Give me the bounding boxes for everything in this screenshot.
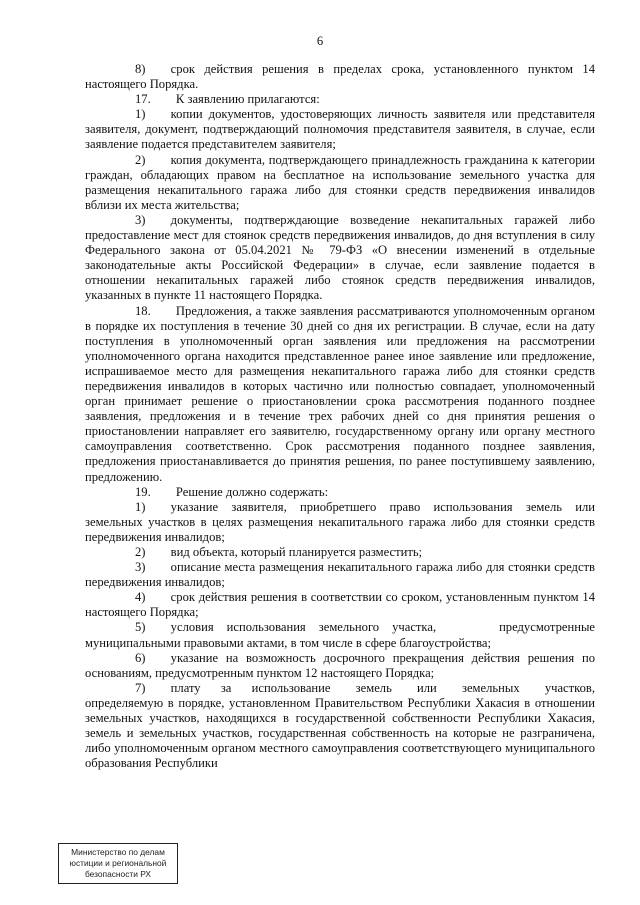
paragraph-19-item-2: 2) вид объекта, который планируется разместить; [135,545,423,559]
paragraph-17-item-3: 3) документы, подтверждающие возведение некапитальных гаражей либо предоставление мест для стоянок средств передвижения инвалидов, до дня вступления в силу Федерального закона от 05.04.2021 № 79-ФЗ «О внесении изменений в отдельные законодательные акты Российской Федерации» в случае, если заявление подается в отношении некапитальных гаражей либо стоянок средств передвижения инвалидов, указанных в пункте 11 настоящего Порядка. [85,212,595,303]
paragraph-18: 18. Предложения, а также заявления рассматриваются уполномоченным органом в порядке их поступления в течение 30 дней со дня их регистрации. В случае, если на дату поступления в уполномоченный орган заявления или предложения на рассмотрении уполномоченного органа находится представленное ранее иное заявление или предложение, испрашиваемое место для размещения некапитального гаража либо для стоянки средств передвижения инвалидов в которых частично или полностью совпадает, уполномоченный орган принимает решение о приостановлении срока рассмотрения поданного позднее заявления, предложения и в течение трех рабочих дней со дня принятия решения о приостановлении направляет его заявителю, государственному органу или органу местного самоуправления соответственно. Срок рассмотрения поданного позднее заявления, предложения приостанавливается до принятия решения, по ранее поступившему заявлению, предложению. [85,303,595,484]
stamp-line-2: юстиции и региональной [69,858,167,868]
paragraph-19-item-7: 7) плату за использование земель или земельных участков, определяемую в порядке, установленном Правительством Республики Хакасия в отношении земельных участков, находящихся в государственной собственности Республики Хакасия, земель и земельных участков, государственная собственность на которые не разграничена, либо уполномоченным органом местного самоуправления соответствующего муниципального образования Республики [85,680,595,771]
paragraph-17-heading: 17. К заявлению прилагаются: [135,92,320,107]
paragraph-17-item-1: 1) копии документов, удостоверяющих личность заявителя или представителя заявителя, документ, подтверждающий полномочия представителя заявителя, в случае, если заявление подается представителем заявителя; [85,107,595,152]
stamp-line-3: безопасности РХ [84,869,152,879]
paragraph-19-item-6: 6) указание на возможность досрочного прекращения действия решения по основаниям, предусмотренным пунктом 12 настоящего Порядка; [85,650,595,680]
ministry-stamp [58,843,178,884]
paragraph-19-item-3: 3) описание места размещения некапитального гаража либо для стоянки средств передвижения инвалидов; [85,560,595,590]
document-body [85,62,595,771]
paragraph-19-heading: 19. Решение должно содержать: [135,484,329,499]
stamp-line-1: Министерство по делам [71,847,165,857]
paragraph-item-8: 8) срок действия решения в пределах срока, установленного пунктом 14 настоящего Порядка. [85,62,595,92]
paragraph-17-item-2: 2) копия документа, подтверждающего принадлежность гражданина к категории граждан, обладающих правом на бесплатное на использование земельного участка для размещения некапитального гаража либо для стоянки средств передвижения инвалидов вблизи их места жительства; [85,152,595,212]
paragraph-19-item-5: 5) условия использования земельного участка, предусмотренные муниципальными правовыми актами, в том числе в сфере благоустройства; [85,620,595,650]
paragraph-19-item-1: 1) указание заявителя, приобретшего право использования земель или земельных участков в целях размещения некапитального гаража либо для стоянки средств передвижения инвалидов; [85,499,595,544]
page-number: 6 [316,34,324,48]
paragraph-19-item-4: 4) срок действия решения в соответствии со сроком, установленным пунктом 14 настоящего Порядка; [85,590,595,620]
